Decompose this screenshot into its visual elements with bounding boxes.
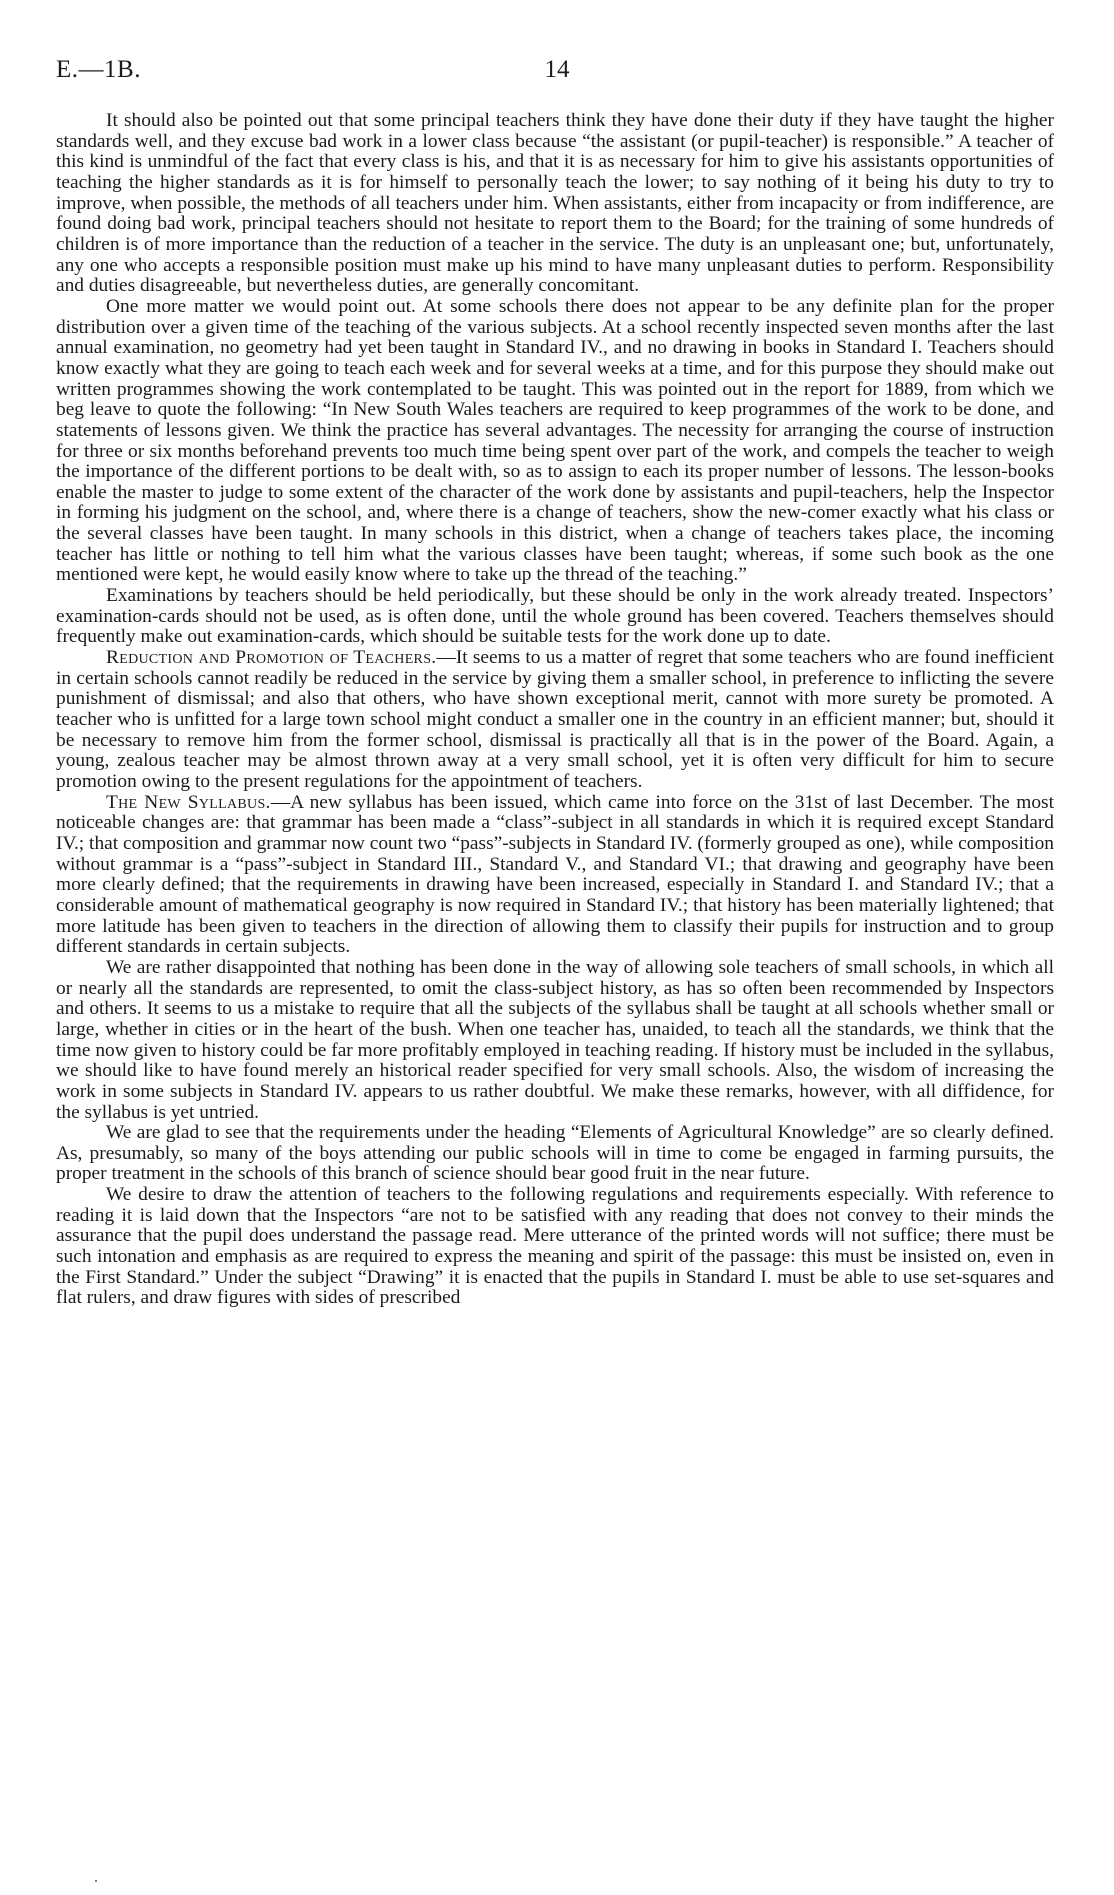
paragraph-new-syllabus: The New Syllabus.—A new syllabus has been issued, which came into force on the 31st of last December. The most noticeable changes are: that grammar has been made a “class”-subject in all standards in which it is required except Standard IV.; that composition and grammar now count two “pass”-subjects in Standard IV. (formerly grouped as one), while composition without grammar is a “pass”-subject in Standard III., Standard V., and Standard VI.; that drawing and geography have been more clearly defined; that the requirements in drawing have been increased, especially in Standard I. and Standard IV.; that a considerable amount of mathematical geography is now required in Standard IV.; that history has been materially lightened; that more latitude has been given to teachers in the direction of allowing them to classify their pupils for instruction and to group different standards in certain subjects.	[56, 791, 1054, 958]
paragraph-reduction-and-promotion: Reduction and Promotion of Teachers.—It seems to us a matter of regret that some teachers who are found inefficient in certain schools cannot readily be reduced in the service by giving them a smaller school, in preference to inflicting the severe punishment of dismissal; and also that others, who have shown exceptional merit, cannot with more surety be promoted. A teacher who is unfitted for a large town school might conduct a smaller one in the country in an efficient manner; but, should it be necessary to remove him from the former school, dismissal is practically all that is in the power of the Board. Again, a young, zealous teacher may be almost thrown away at a very small school, yet it is often very difficult for him to secure promotion owing to the present regulations for the appointment of teachers.	[56, 647, 1055, 792]
section-heading-new-syllabus: The New Syllabus.	[106, 791, 271, 813]
paragraph-programmes-of-work: One more matter we would point out. At some schools there does not appear to be any definite plan for the proper distribution over a given time of the teaching of the various subjects. At a school recently inspected seven months after the last annual examination, no geometry had yet been taught in Standard IV., and no drawing in books in Standard I. Teachers should know exactly what they are going to teach each week and for several weeks at a time, and for this purpose they should make out written programmes showing the work contemplated to be taught. This was pointed out in the report for 1889, from which we beg leave to quote the following: “In New South Wales teachers are required to keep programmes of the work to be done, and statements of lessons given. We think the practice has several advantages. The necessity for arranging the course of instruction for three or six months beforehand prevents too much time being spent over part of the work, and compels the teacher to weigh the importance of the different portions to be dealt with, so as to assign to each its proper number of lessons. The lesson-books enable the master to judge to some extent of the character of the work done by assistants and pupil-teachers, help the Inspector in forming his judgment on the school, and, where there is a change of teachers, show the new-comer exactly what his class or the several classes have been taught. In many schools in this district, when a change of teachers takes place, the incoming teacher has little or nothing to tell him what the various classes have been taught; whereas, if some such book as the one mentioned were kept, he would easily know where to take up the thread of the teaching.”	[56, 295, 1054, 586]
page-number: 14	[544, 56, 570, 83]
document-reference: E.—1B.	[56, 56, 141, 83]
paragraph-reading-and-drawing: We desire to draw the attention of teachers to the following regulations and requirements especially. With reference to reading it is laid down that the Inspectors “are not to be satisfied with any reading that does not convey to their minds the assurance that the pupil does understand the passage read. Mere utterance of the printed words will not suffice; there must be such intonation and emphasis as are required to express the meaning and spirit of the passage: this must be insisted on, even in the First Standard.” Under the subject “Drawing” it is enacted that the pupils in Standard I. must be able to use set-squares and flat rulers, and draw figures with sides of prescribed	[56, 1184, 1054, 1309]
print-speck	[95, 1880, 97, 1882]
page-header	[56, 56, 1058, 90]
section-heading-reduction-and-promotion: Reduction and Promotion of Teachers.	[106, 647, 437, 669]
body-text	[56, 111, 1054, 1309]
paragraph-examinations-by-teachers: Examinations by teachers should be held periodically, but these should be only in the work already treated. Inspectors’ examination-cards should not be used, as is often done, until the whole ground has been covered. Teachers themselves should frequently make out examination-cards, which should be suitable tests for the work done up to date.	[56, 585, 1054, 648]
paragraph-agricultural-knowledge: We are glad to see that the requirements under the heading “Elements of Agricultural Knowledge” are so clearly defined. As, presumably, so many of the boys attending our public schools will in time to come be engaged in farming pursuits, the proper treatment in the schools of this branch of science should bear good fruit in the near future.	[56, 1122, 1054, 1185]
paragraph-class-subject-history: We are rather disappointed that nothing has been done in the way of allowing sole teachers of small schools, in which all or nearly all the standards are represented, to omit the class-subject history, as has so often been recommended by Inspectors and others. It seems to us a mistake to require that all the subjects of the syllabus shall be taught at all schools whether small or large, whether in cities or in the heart of the bush. When one teacher has, unaided, to teach all the standards, we think that the time now given to history could be far more profitably employed in teaching reading. If history must be included in the syllabus, we should like to have found merely an historical reader specified for very small schools. Also, the wisdom of increasing the work in some subjects in Standard IV. appears to us rather doubtful. We make these remarks, however, with all diffidence, for the syllabus is yet untried.	[56, 956, 1054, 1123]
paragraph-principal-teachers-duty: It should also be pointed out that some principal teachers think they have done their duty if they have taught the higher standards well, and they excuse bad work in a lower class because “the assistant (or pupil-teacher) is responsible.” A teacher of this kind is unmindful of the fact that every class is his, and that it is as necessary for him to give his assistants opportunities of teaching the higher standards as it is for himself to personally teach the lower; to say nothing of it being his duty to try to improve, when possible, the methods of all teachers under him. When assistants, either from incapacity or from indifference, are found doing bad work, principal teachers should not hesitate to report them to the Board; for the training of some hundreds of children is of more importance than the reduction of a teacher in the service. The duty is an unpleasant one; but, unfortunately, any one who accepts a responsible position must make up his mind to have many unpleasant duties to perform. Responsibility and duties disagreeable, but nevertheless duties, are generally concomitant.	[56, 110, 1054, 297]
